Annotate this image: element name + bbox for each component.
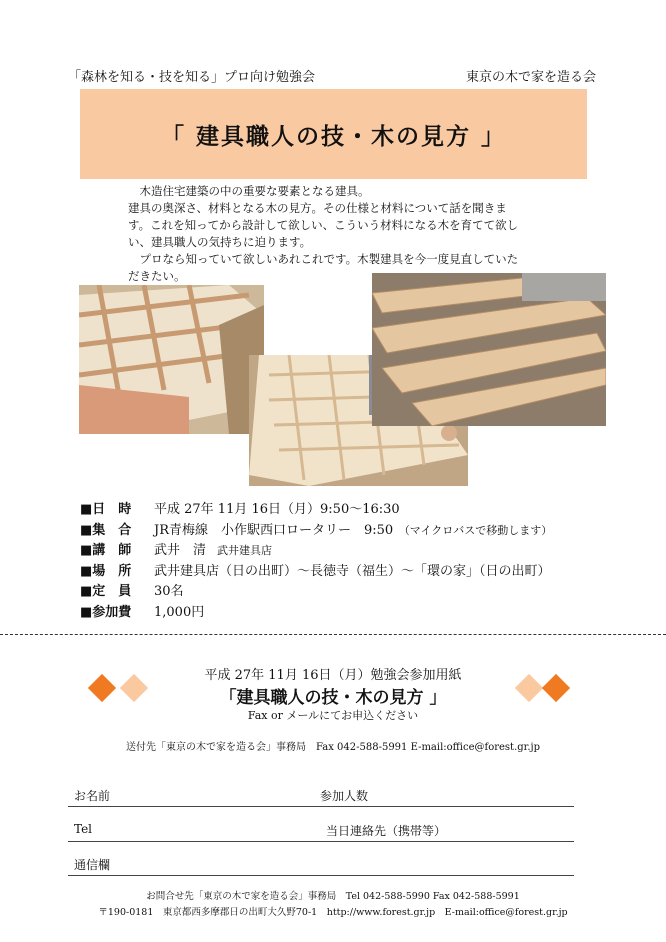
field-message-label: 通信欄 [74, 858, 111, 872]
form-send-to: 送付先「東京の木で家を造る会」事務局 Fax 042-588-5991 E-mail:office@forest.gr.jp [125, 742, 541, 753]
header-right: 東京の木で家を造る会 [466, 70, 597, 85]
detail-note: （マイクロバスで移動します） [393, 523, 553, 537]
field-line-tel[interactable] [68, 841, 574, 842]
detail-row-fee [80, 603, 552, 624]
event-details [80, 500, 552, 623]
detail-row-date [80, 500, 552, 521]
cut-line [0, 634, 666, 635]
detail-row-place [80, 562, 552, 583]
detail-value: 1,000円 [154, 604, 205, 620]
page-title: 「 建具職人の技・木の見方 」 [160, 122, 506, 150]
form-apply-note: Fax or メールにてお申込ください [247, 709, 419, 722]
field-count-label: 参加人数 [320, 789, 369, 803]
header-left: 「森林を知る・技を知る」プロ向け勉強会 [68, 70, 316, 85]
detail-value: 武井建具店（日の出町）〜長徳寺（福生）〜「環の家」（日の出町） [154, 563, 551, 579]
detail-value: 平成 27年 11月 16日（月）9:50〜16:30 [154, 502, 400, 517]
field-line-name[interactable] [68, 806, 574, 807]
footer-address: 〒190-0181 東京都西多摩郡日の出町大久野70-1 http://www.forest.gr.jp E-mail:office@forest.gr.jp [98, 907, 568, 918]
detail-note: 武井建具店 [206, 544, 273, 557]
detail-label: ■場 所 [80, 563, 132, 579]
intro-p2: 建具の奥深さ、材料となる木の見方。その仕様と材料について話を聞きます。これを知ってから設計して欲しい、こういう材料になる木を育てて欲しい、建具職人の気持ちに迫ります。 [128, 201, 519, 249]
detail-row-lecturer [80, 541, 552, 562]
detail-row-capacity [80, 582, 552, 603]
detail-row-meeting [80, 521, 552, 542]
intro-text [128, 183, 528, 285]
field-name-label: お名前 [74, 789, 111, 803]
detail-label: ■定 員 [80, 584, 132, 599]
intro-p1: 木造住宅建築の中の重要な要素となる建具。 [139, 184, 370, 198]
photo-wood-pieces [372, 273, 606, 426]
footer-contact: お問合せ先「東京の木で家を造る会」事務局 Tel 042-588-5990 Fax 042-588-5991 [146, 891, 520, 902]
detail-label: ■集 合 [80, 522, 132, 538]
detail-label: ■日 時 [80, 502, 132, 517]
detail-label: ■講 師 [80, 543, 132, 558]
intro-p3: プロなら知っていて欲しいあれこれです。木製建具を今一度見直していただきたい。 [128, 252, 519, 283]
form-date-line: 平成 27年 11月 16日（月）勉強会参加用紙 [204, 668, 462, 683]
field-tel-label: Tel [74, 822, 93, 836]
field-line-message[interactable] [68, 875, 574, 876]
form-title: 「建具職人の技・木の見方 」 [219, 688, 447, 708]
photo-shoji-stack [79, 285, 264, 434]
detail-value: 武井 清 [154, 543, 207, 558]
detail-value: JR青梅線 小作駅西口ロータリー 9:50 [154, 522, 394, 538]
detail-value: 30名 [154, 584, 184, 599]
field-contact-label: 当日連絡先（携帯等） [326, 824, 447, 838]
title-banner [80, 89, 587, 179]
detail-label: ■参加費 [80, 604, 132, 620]
